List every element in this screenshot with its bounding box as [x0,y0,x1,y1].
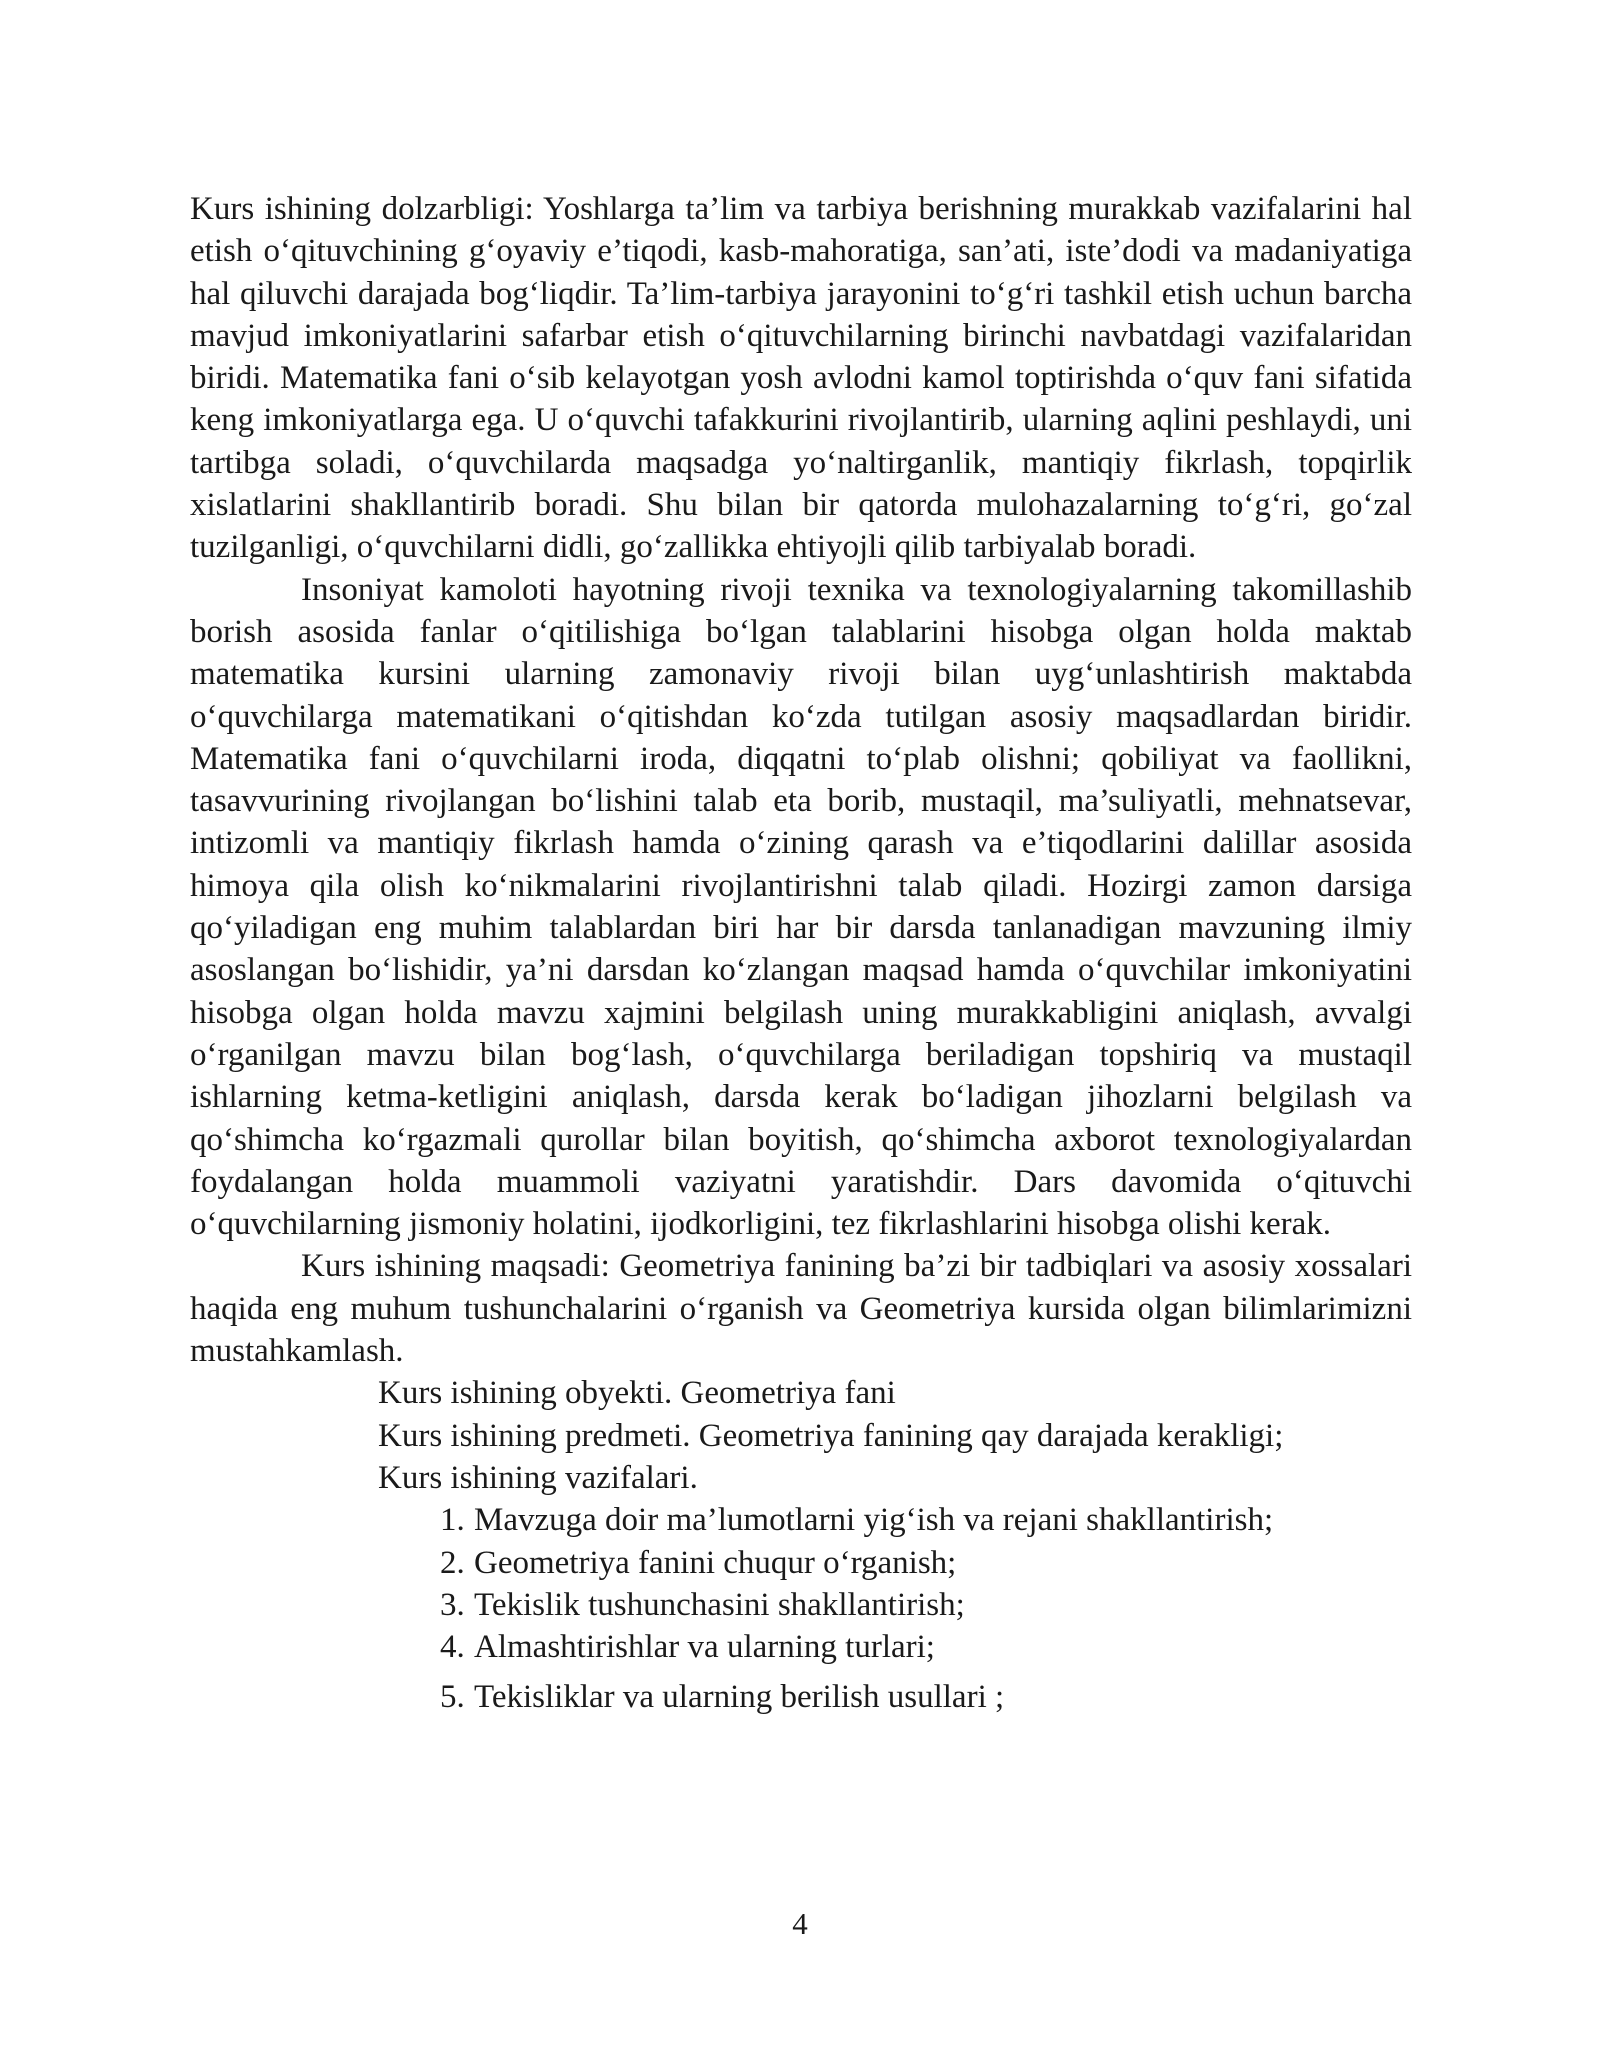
list-item-number: 4. [440,1629,465,1666]
document-page [190,188,1412,1719]
list-item [440,1542,1412,1584]
tasks-heading: Kurs ishining vazifalari. [378,1459,698,1496]
paragraph-relevance: Kurs ishining dolzarbligi: Yoshlarga ta’lim va tarbiya berishning murakkab vazifalarini hal etish o‘qituvchining g‘oyaviy e’tiqodi, kasb-mahoratiga, san’ati, iste’dodi va madaniyatiga hal qiluvchi darajada bog‘liqdir. Ta’lim-tarbiya jarayonini to‘g‘ri tashkil etish uchun barcha mavjud imkoniyatlarini safarbar etish o‘qituvchilarning birinchi navbatdagi vazifalaridan biridi. Matematika fani o‘sib kelayotgan yosh avlodni kamol toptirishda o‘quv fani sifatida keng imkoniyatlarga ega. U o‘quvchi tafakkurini rivojlantirib, ularning aqlini peshlaydi, uni tartibga soladi, o‘quvchilarda maqsadga yo‘naltirganlik, mantiqiy fikrlash, topqirlik xislatlarini shakllantirib boradi. Shu bilan bir qatorda mulohazalarning to‘g‘ri, go‘zal tuzilganligi, o‘quvchilarni didli, go‘zallikka ehtiyojli qilib tarbiyalab boradi. [190,191,1412,566]
list-item-number: 3. [440,1586,465,1623]
list-item [440,1626,1412,1668]
list-item-text: Tekislik tushunchasini shakllantirish; [474,1586,965,1623]
list-item-text: Almashtirishlar va ularning turlari; [474,1629,935,1666]
paragraph-humanity: Insoniyat kamoloti hayotning rivoji texnika va texnologiyalarning takomillashib borish asosida fanlar o‘qitilishiga bo‘lgan talablarini hisobga olgan holda maktab matematika kursini ularning zamonaviy rivoji bilan uyg‘unlashtirish maktabda o‘quvchilarga matematikani o‘qitishdan ko‘zda tutilgan asosiy maqsadlardan biridir. Matematika fani o‘quvchilarni iroda, diqqatni to‘plab olishni; qobiliyat va faollikni, tasavvurining rivojlangan bo‘lishini talab eta borib, mustaqil, ma’suliyatli, mehnatsevar, intizomli va mantiqiy fikrlash hamda o‘zining qarash va e’tiqodlarini dalillar asosida himoya qila olish ko‘nikmalarini rivojlantirishni talab qiladi. Hozirgi zamon darsiga qo‘yiladigan eng muhim talablardan biri har bir darsda tanlanadigan mavzuning ilmiy asoslangan bo‘lishidir, ya’ni darsdan ko‘zlangan maqsad hamda o‘quvchilar imkoniyatini hisobga olgan holda mavzu xajmini belgilash uning murakkabligini aniqlash, avvalgi o‘rganilgan mavzu bilan bog‘lash, o‘quvchilarga beriladigan topshiriq va mustaqil ishlarning ketma-ketligini aniqlash, darsda kerak bo‘ladigan jihozlarni belgilash va qo‘shimcha ko‘rgazmali qurollar bilan boyitish, qo‘shimcha axborot texnologiyalardan foydalangan holda muammoli vaziyatni yaratishdir. Dars davomida o‘qituvchi o‘quvchilarning jismoniy holatini, ijodkorligini, tez fikrlashlarini hisobga olishi kerak. [190,571,1412,1243]
list-item [440,1584,1412,1626]
tasks-list [440,1499,1412,1718]
list-item-text: Mavzuga doir ma’lumotlarni yig‘ish va rejani shakllantirish; [474,1502,1274,1539]
list-item-number: 5. [440,1679,465,1716]
subject-line: Kurs ishining predmeti. Geometriya fanining qay darajada kerakligi; [378,1417,1284,1454]
list-item-text: Tekisliklar va ularning berilish usullari ; [474,1679,1005,1716]
list-item [440,1499,1412,1541]
page-number: 4 [792,1906,808,1941]
object-line: Kurs ishining obyekti. Geometriya fani [378,1375,896,1412]
list-item-number: 2. [440,1544,465,1581]
list-item [440,1676,1412,1718]
paragraph-goal: Kurs ishining maqsadi: Geometriya fanining ba’zi bir tadbiqlari va asosiy xossalari haqida eng muhum tushunchalarini o‘rganish va Geometriya kursida olgan bilimlarimizni mustahkamlash. [190,1248,1412,1370]
list-item-text: Geometriya fanini chuqur o‘rganish; [474,1544,957,1581]
list-item-number: 1. [440,1502,465,1539]
